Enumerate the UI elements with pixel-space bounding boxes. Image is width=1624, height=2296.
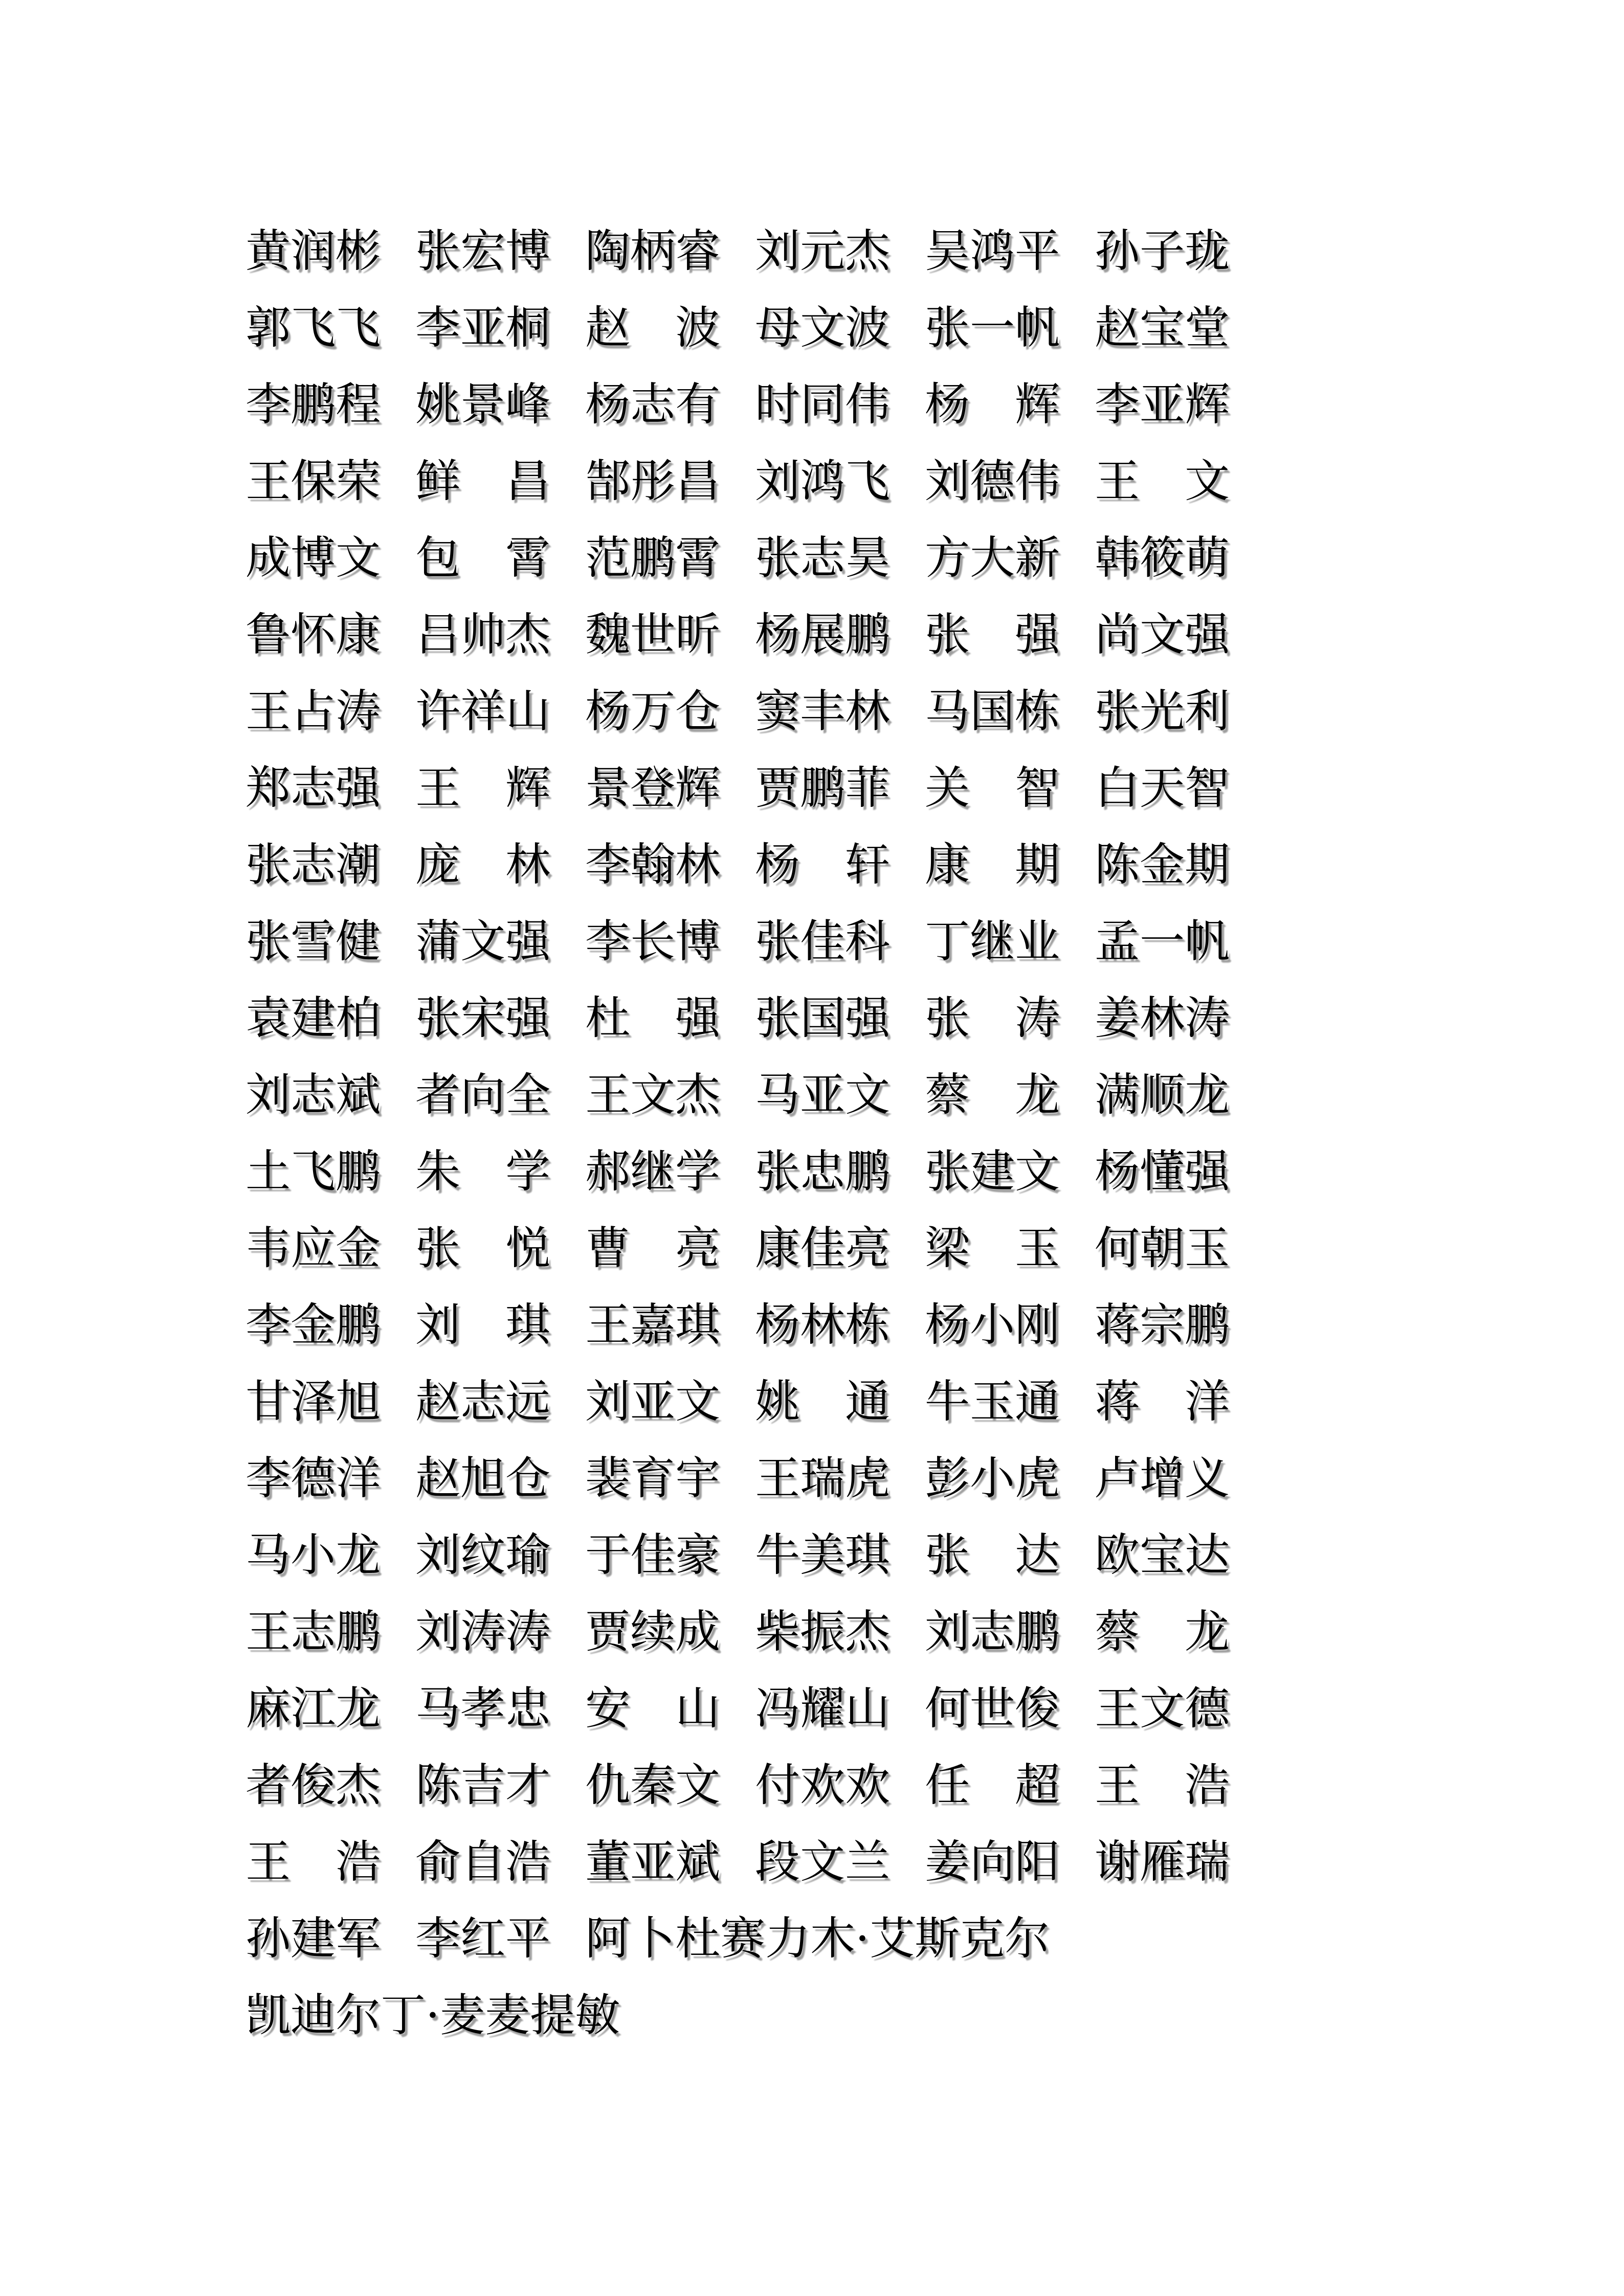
person-name: 张宋强 — [415, 992, 551, 1044]
person-name: 杨展鹏 — [755, 608, 891, 661]
person-name: 卢增义 — [1095, 1452, 1230, 1504]
person-name: 赵 波 — [585, 301, 721, 354]
person-name: 李翰林 — [585, 838, 721, 891]
person-name: 蔡 龙 — [925, 1068, 1060, 1121]
name-row — [246, 528, 1422, 604]
person-name: 郜彤昌 — [585, 455, 721, 507]
person-name: 王志鹏 — [246, 1605, 381, 1658]
name-row — [246, 1985, 1422, 2062]
person-name: 刘 琪 — [415, 1298, 551, 1351]
person-name: 陶柄睿 — [585, 224, 721, 277]
person-name: 杨懂强 — [1095, 1145, 1230, 1198]
person-name: 刘志斌 — [246, 1068, 381, 1121]
person-name: 杨 辉 — [925, 378, 1060, 431]
person-name: 柴振杰 — [755, 1605, 891, 1658]
name-row — [246, 1602, 1422, 1678]
person-name: 欧宝达 — [1095, 1528, 1230, 1581]
name-row — [246, 1295, 1422, 1371]
name-row — [246, 221, 1422, 298]
person-name: 土飞鹏 — [246, 1145, 381, 1198]
person-name: 刘鸿飞 — [755, 455, 891, 507]
person-name: 韩筱萌 — [1095, 531, 1230, 584]
person-name: 何朝玉 — [1095, 1222, 1230, 1274]
person-name: 包 霄 — [415, 531, 551, 584]
person-name: 王 辉 — [415, 761, 551, 814]
person-name: 许祥山 — [415, 685, 551, 737]
person-name: 蒋 洋 — [1095, 1375, 1230, 1428]
person-name: 李德洋 — [246, 1452, 381, 1504]
person-name: 康佳亮 — [755, 1222, 891, 1274]
person-name: 张志潮 — [246, 838, 381, 891]
person-name: 庞 林 — [415, 838, 551, 891]
person-name: 王文德 — [1095, 1682, 1230, 1735]
person-name: 杨林栋 — [755, 1298, 891, 1351]
name-row — [246, 1755, 1422, 1832]
person-name: 刘志鹏 — [925, 1605, 1060, 1658]
person-name: 梁 玉 — [925, 1222, 1060, 1274]
person-name: 黄润彬 — [246, 224, 381, 277]
person-name: 李鹏程 — [246, 378, 381, 431]
person-name: 吕帅杰 — [415, 608, 551, 661]
name-row — [246, 835, 1422, 911]
person-name: 赵宝堂 — [1095, 301, 1230, 354]
person-name: 姚景峰 — [415, 378, 551, 431]
name-row — [246, 681, 1422, 758]
person-name: 鲜 昌 — [415, 455, 551, 507]
name-row — [246, 1832, 1422, 1908]
person-name: 谢雁瑞 — [1095, 1835, 1230, 1888]
person-name: 王保荣 — [246, 455, 381, 507]
person-name: 冯耀山 — [755, 1682, 891, 1735]
person-name: 孟一帆 — [1095, 915, 1230, 967]
person-name: 刘亚文 — [585, 1375, 721, 1428]
person-name: 郑志强 — [246, 761, 381, 814]
person-name: 何世俊 — [925, 1682, 1060, 1735]
person-name: 麻江龙 — [246, 1682, 381, 1735]
person-name: 关 智 — [925, 761, 1060, 814]
person-name: 裴育宇 — [585, 1452, 721, 1504]
person-name: 杨志有 — [585, 378, 721, 431]
person-name: 李红平 — [415, 1912, 551, 1965]
person-name: 张忠鹏 — [755, 1145, 891, 1198]
person-name: 马亚文 — [755, 1068, 891, 1121]
person-name: 刘德伟 — [925, 455, 1060, 507]
person-name: 丁继业 — [925, 915, 1060, 967]
person-name: 蔡 龙 — [1095, 1605, 1230, 1658]
person-name: 杨小刚 — [925, 1298, 1060, 1351]
person-name: 陈金期 — [1095, 838, 1230, 891]
person-name: 阿卜杜赛力木·艾斯克尔 — [585, 1912, 1050, 1965]
person-name: 蒋宗鹏 — [1095, 1298, 1230, 1351]
person-name: 贾续成 — [585, 1605, 721, 1658]
person-name: 马孝忠 — [415, 1682, 551, 1735]
name-row — [246, 298, 1422, 374]
person-name: 李亚桐 — [415, 301, 551, 354]
name-row — [246, 758, 1422, 835]
person-name: 王文杰 — [585, 1068, 721, 1121]
person-name: 张一帆 — [925, 301, 1060, 354]
name-row — [246, 988, 1422, 1065]
name-row — [246, 1448, 1422, 1525]
person-name: 王 浩 — [1095, 1759, 1230, 1811]
name-row — [246, 374, 1422, 451]
person-name: 赵志远 — [415, 1375, 551, 1428]
person-name: 杨万仓 — [585, 685, 721, 737]
person-name: 王占涛 — [246, 685, 381, 737]
name-row — [246, 1525, 1422, 1602]
person-name: 窦丰林 — [755, 685, 891, 737]
name-row — [246, 1218, 1422, 1295]
person-name: 姜林涛 — [1095, 992, 1230, 1044]
person-name: 孙子珑 — [1095, 224, 1230, 277]
person-name: 成博文 — [246, 531, 381, 584]
name-row — [246, 1065, 1422, 1141]
person-name: 袁建柏 — [246, 992, 381, 1044]
name-grid — [246, 221, 1422, 2062]
person-name: 李长博 — [585, 915, 721, 967]
person-name: 董亚斌 — [585, 1835, 721, 1888]
person-name: 蒲文强 — [415, 915, 551, 967]
person-name: 张 达 — [925, 1528, 1060, 1581]
person-name: 王嘉琪 — [585, 1298, 721, 1351]
person-name: 张 悦 — [415, 1222, 551, 1274]
person-name: 者向全 — [415, 1068, 551, 1121]
person-name: 王瑞虎 — [755, 1452, 891, 1504]
person-name: 赵旭仓 — [415, 1452, 551, 1504]
person-name: 马国栋 — [925, 685, 1060, 737]
person-name: 彭小虎 — [925, 1452, 1060, 1504]
person-name: 马小龙 — [246, 1528, 381, 1581]
person-name: 刘纹瑜 — [415, 1528, 551, 1581]
person-name: 李亚辉 — [1095, 378, 1230, 431]
person-name: 范鹏霄 — [585, 531, 721, 584]
person-name: 张宏博 — [415, 224, 551, 277]
person-name: 者俊杰 — [246, 1759, 381, 1811]
person-name: 付欢欢 — [755, 1759, 891, 1811]
person-name: 姚 通 — [755, 1375, 891, 1428]
person-name: 韦应金 — [246, 1222, 381, 1274]
person-name: 于佳豪 — [585, 1528, 721, 1581]
name-row — [246, 1371, 1422, 1448]
person-name: 张 强 — [925, 608, 1060, 661]
person-name: 时同伟 — [755, 378, 891, 431]
person-name: 张国强 — [755, 992, 891, 1044]
person-name: 满顺龙 — [1095, 1068, 1230, 1121]
person-name: 姜向阳 — [925, 1835, 1060, 1888]
name-row — [246, 911, 1422, 988]
person-name: 杨 轩 — [755, 838, 891, 891]
person-name: 孙建军 — [246, 1912, 381, 1965]
name-row — [246, 1141, 1422, 1218]
person-name: 康 期 — [925, 838, 1060, 891]
person-name: 王 文 — [1095, 455, 1230, 507]
person-name: 陈吉才 — [415, 1759, 551, 1811]
person-name: 凯迪尔丁·麦麦提敏 — [246, 1989, 620, 2041]
person-name: 杜 强 — [585, 992, 721, 1044]
person-name: 郭飞飞 — [246, 301, 381, 354]
person-name: 郝继学 — [585, 1145, 721, 1198]
person-name: 张建文 — [925, 1145, 1060, 1198]
person-name: 俞自浩 — [415, 1835, 551, 1888]
name-row — [246, 604, 1422, 681]
person-name: 吴鸿平 — [925, 224, 1060, 277]
name-row — [246, 1908, 1422, 1985]
person-name: 甘泽旭 — [246, 1375, 381, 1428]
person-name: 张光利 — [1095, 685, 1230, 737]
person-name: 方大新 — [925, 531, 1060, 584]
person-name: 张 涛 — [925, 992, 1060, 1044]
name-row — [246, 451, 1422, 528]
person-name: 段文兰 — [755, 1835, 891, 1888]
person-name: 尚文强 — [1095, 608, 1230, 661]
person-name: 鲁怀康 — [246, 608, 381, 661]
person-name: 张志昊 — [755, 531, 891, 584]
person-name: 牛玉通 — [925, 1375, 1060, 1428]
person-name: 刘元杰 — [755, 224, 891, 277]
person-name: 曹 亮 — [585, 1222, 721, 1274]
person-name: 景登辉 — [585, 761, 721, 814]
person-name: 贾鹏菲 — [755, 761, 891, 814]
person-name: 仇秦文 — [585, 1759, 721, 1811]
person-name: 张雪健 — [246, 915, 381, 967]
name-row — [246, 1678, 1422, 1755]
person-name: 牛美琪 — [755, 1528, 891, 1581]
person-name: 张佳科 — [755, 915, 891, 967]
person-name: 朱 学 — [415, 1145, 551, 1198]
person-name: 母文波 — [755, 301, 891, 354]
person-name: 刘涛涛 — [415, 1605, 551, 1658]
person-name: 白天智 — [1095, 761, 1230, 814]
person-name: 安 山 — [585, 1682, 721, 1735]
person-name: 王 浩 — [246, 1835, 381, 1888]
person-name: 任 超 — [925, 1759, 1060, 1811]
person-name: 李金鹏 — [246, 1298, 381, 1351]
person-name: 魏世昕 — [585, 608, 721, 661]
